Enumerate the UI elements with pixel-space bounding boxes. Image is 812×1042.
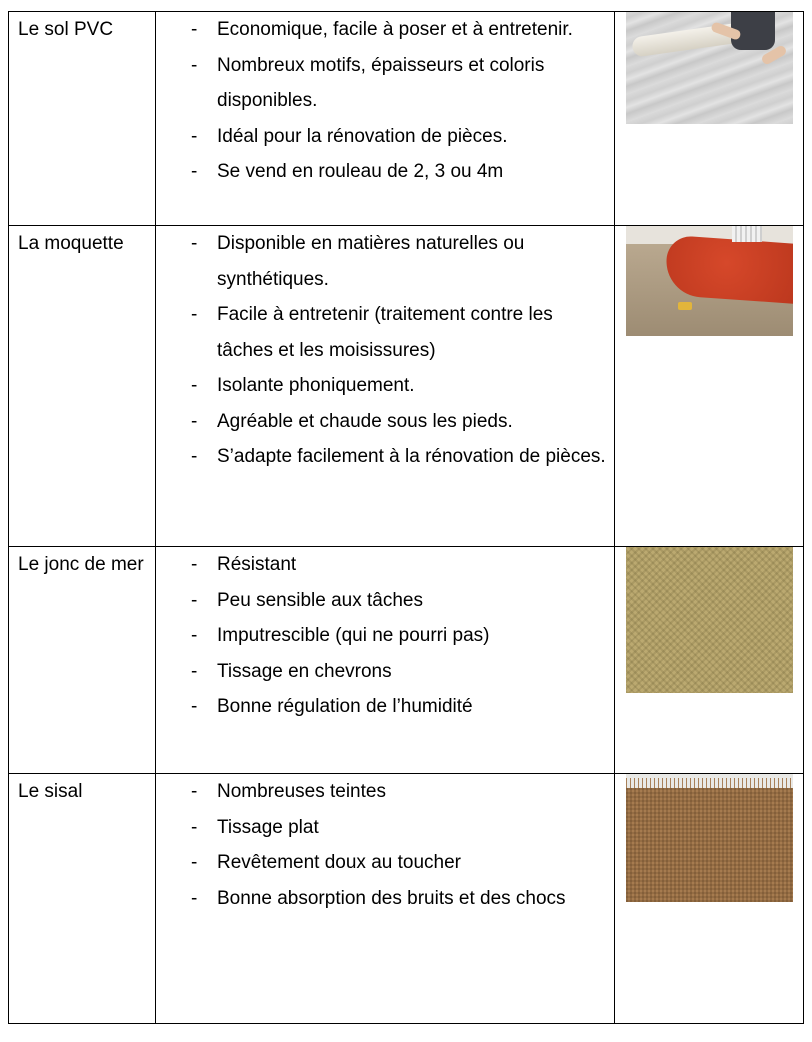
flooring-name: Le sisal — [18, 781, 83, 802]
image-cell — [615, 226, 804, 547]
feature-list — [156, 12, 614, 190]
feature-text: Disponible en matières naturelles ou synthétiques. — [217, 233, 525, 290]
list-item — [156, 404, 610, 440]
features-cell — [156, 226, 615, 547]
flooring-name-cell — [9, 12, 156, 226]
table-row — [9, 226, 804, 547]
list-item — [156, 810, 610, 846]
bullet-dash: - — [191, 233, 198, 254]
flooring-name-cell — [9, 774, 156, 1024]
flooring-name: Le jonc de mer — [18, 554, 144, 575]
bullet-dash: - — [191, 887, 198, 909]
list-item — [156, 845, 610, 881]
flooring-table — [8, 11, 804, 1024]
sisal-photo — [626, 774, 793, 902]
bullet-dash: - — [191, 554, 198, 575]
list-item — [156, 774, 610, 810]
feature-text: Isolante phoniquement. — [217, 375, 415, 396]
feature-text: Tissage en chevrons — [217, 660, 392, 682]
bullet-dash: - — [191, 852, 198, 873]
flooring-name: Le sol PVC — [18, 19, 114, 40]
bullet-dash: - — [191, 589, 198, 611]
table-row — [9, 12, 804, 226]
list-item — [156, 881, 610, 917]
feature-text: Bonne absorption des bruits et des chocs — [217, 887, 566, 909]
table-row — [9, 547, 804, 774]
bullet-dash: - — [191, 161, 198, 182]
bullet-dash: - — [191, 816, 198, 838]
list-item — [156, 368, 610, 404]
feature-text: Facile à entretenir (traitement contre les tâches et les moisissures) — [217, 304, 553, 361]
list-item — [156, 583, 610, 619]
feature-text: Economique, facile à poser et à entretenir. — [217, 19, 573, 40]
feature-text: Bonne régulation de l’humidité — [217, 696, 473, 717]
feature-text: Résistant — [217, 554, 297, 575]
bullet-dash: - — [191, 19, 198, 40]
list-item — [156, 547, 610, 583]
features-cell — [156, 547, 615, 774]
bullet-dash: - — [191, 625, 198, 646]
flooring-name-cell — [9, 226, 156, 547]
feature-text: Nombreuses teintes — [217, 781, 386, 802]
feature-text: Se vend en rouleau de 2, 3 ou 4m — [217, 161, 504, 182]
bullet-dash: - — [191, 446, 198, 467]
feature-text: Idéal pour la rénovation de pièces. — [217, 125, 508, 147]
flooring-name-cell — [9, 547, 156, 774]
feature-list — [156, 547, 614, 725]
list-item — [156, 297, 610, 368]
feature-text: S’adapte facilement à la rénovation de pièces. — [217, 446, 606, 467]
feature-text: Revêtement doux au toucher — [217, 852, 461, 873]
bullet-dash: - — [191, 660, 198, 682]
list-item — [156, 12, 610, 48]
feature-text: Tissage plat — [217, 816, 319, 838]
table-row — [9, 774, 804, 1024]
list-item — [156, 654, 610, 690]
bullet-dash: - — [191, 410, 198, 432]
image-cell — [615, 774, 804, 1024]
list-item — [156, 226, 610, 297]
features-cell — [156, 12, 615, 226]
feature-list — [156, 226, 614, 475]
feature-list — [156, 774, 614, 916]
feature-text: Imputrescible (qui ne pourri pas) — [217, 625, 490, 646]
bullet-dash: - — [191, 54, 198, 76]
bullet-dash: - — [191, 375, 198, 396]
image-cell — [615, 12, 804, 226]
features-cell — [156, 774, 615, 1024]
bullet-dash: - — [191, 125, 198, 147]
feature-text: Agréable et chaude sous les pieds. — [217, 410, 513, 432]
list-item — [156, 119, 610, 155]
list-item — [156, 48, 610, 119]
feature-text: Nombreux motifs, épaisseurs et coloris disponibles. — [217, 54, 545, 111]
bullet-dash: - — [191, 304, 198, 325]
pvc-roll-photo — [626, 12, 793, 124]
flooring-name: La moquette — [18, 233, 124, 254]
carpet-photo — [626, 226, 793, 336]
list-item — [156, 154, 610, 190]
image-cell — [615, 547, 804, 774]
seagrass-photo — [626, 547, 793, 693]
list-item — [156, 618, 610, 654]
bullet-dash: - — [191, 696, 198, 717]
list-item — [156, 689, 610, 725]
bullet-dash: - — [191, 781, 198, 802]
feature-text: Peu sensible aux tâches — [217, 589, 423, 611]
list-item — [156, 439, 610, 475]
